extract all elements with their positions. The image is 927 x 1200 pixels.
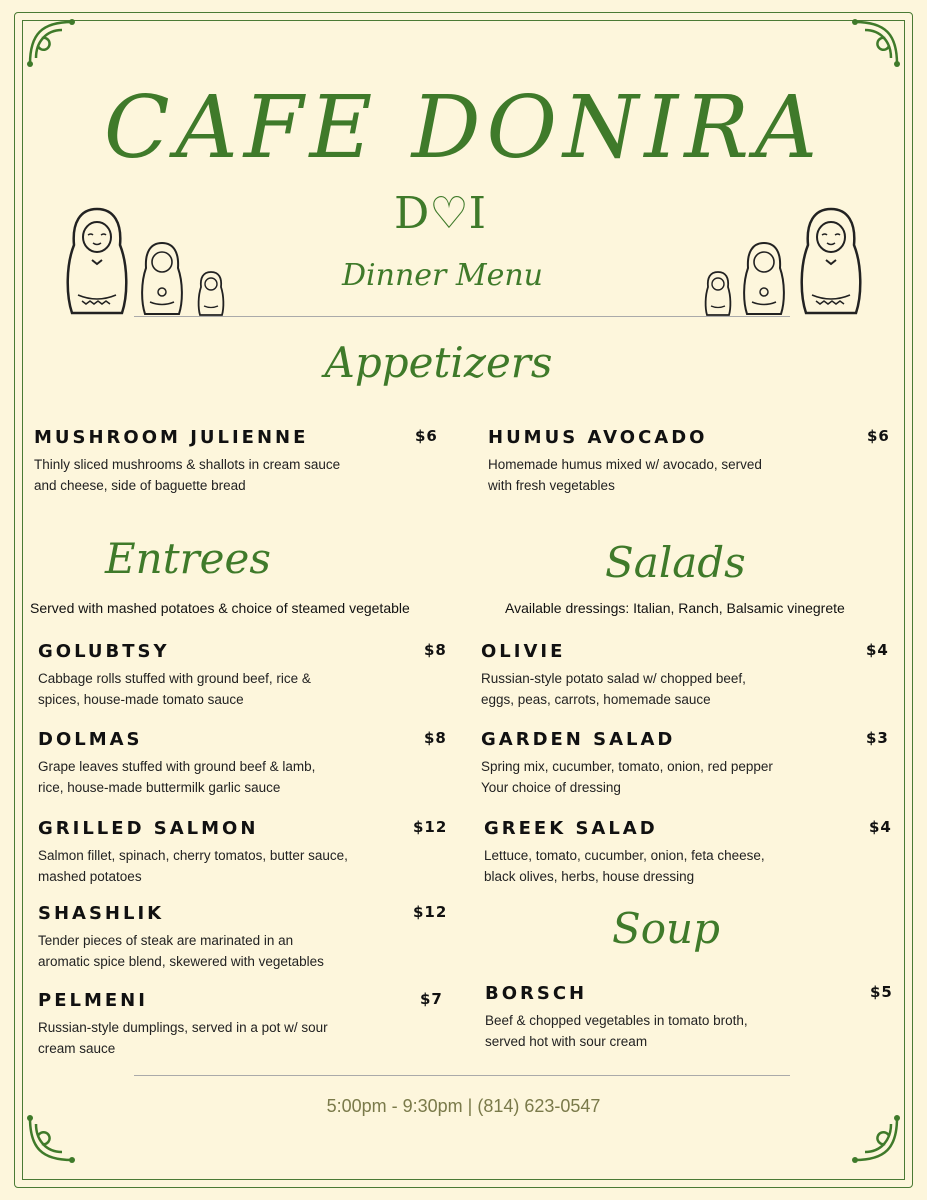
item-description: Russian-style dumplings, served in a pot w/ sour cream sauce (38, 1020, 328, 1056)
menu-subtitle: Dinner Menu (341, 258, 544, 293)
item-description: Salmon fillet, spinach, cherry tomatos, butter sauce, mashed potatoes (38, 848, 348, 884)
menu-item (34, 427, 374, 496)
corner-flourish-icon (845, 1108, 905, 1168)
hours-and-phone: 5:00pm - 9:30pm | (814) 623-0547 (326, 1096, 601, 1116)
item-name: GRILLED SALMON (38, 818, 259, 839)
nesting-doll-icon (796, 205, 866, 317)
nesting-doll-icon (138, 240, 186, 317)
item-name: GREEK SALAD (484, 818, 658, 839)
item-name: BORSCH (485, 983, 588, 1004)
item-name: PELMENI (38, 990, 148, 1011)
entrees-heading: Entrees (105, 534, 271, 583)
menu-item (484, 818, 824, 887)
item-price: $7 (420, 990, 443, 1008)
nesting-doll-icon (740, 240, 788, 317)
menu-item (488, 427, 828, 496)
logo: D♡I (393, 188, 487, 239)
nesting-doll-icon (196, 270, 226, 317)
nesting-doll-icon (62, 205, 132, 317)
item-price: $5 (870, 983, 893, 1001)
menu-item (38, 818, 398, 887)
menu-item (485, 983, 825, 1052)
item-price: $8 (424, 729, 447, 747)
appetizers-heading: Appetizers (324, 338, 553, 387)
item-name: MUSHROOM JULIENNE (34, 427, 309, 448)
item-name: DOLMAS (38, 729, 143, 750)
menu-item (481, 729, 821, 798)
item-price: $8 (424, 641, 447, 659)
item-price: $12 (413, 903, 448, 921)
menu-item (38, 990, 378, 1059)
footer-divider (134, 1075, 790, 1076)
item-description: Russian-style potato salad w/ chopped beef, eggs, peas, carrots, homemade sauce (481, 671, 746, 707)
salads-heading: Salads (605, 538, 746, 587)
item-description: Tender pieces of steak are marinated in an aromatic spice blend, skewered with vegetables (38, 933, 324, 969)
item-description: Lettuce, tomato, cucumber, onion, feta cheese, black olives, herbs, house dressing (484, 848, 765, 884)
item-price: $4 (869, 818, 892, 836)
corner-flourish-icon (22, 14, 82, 74)
item-name: SHASHLIK (38, 903, 165, 924)
entrees-note: Served with mashed potatoes & choice of steamed vegetable (30, 600, 410, 616)
salads-note: Available dressings: Italian, Ranch, Balsamic vinegrete (505, 600, 845, 616)
corner-flourish-icon (845, 14, 905, 74)
item-description: Thinly sliced mushrooms & shallots in cream sauce and cheese, side of baguette bread (34, 457, 341, 493)
item-description: Cabbage rolls stuffed with ground beef, rice & spices, house-made tomato sauce (38, 671, 311, 707)
menu-item (38, 903, 378, 972)
item-price: $3 (866, 729, 889, 747)
restaurant-title: CAFE DONIRA (103, 78, 824, 178)
item-price: $6 (415, 427, 438, 445)
nesting-doll-icon (703, 270, 733, 317)
item-price: $6 (867, 427, 890, 445)
item-name: GOLUBTSY (38, 641, 170, 662)
item-name: HUMUS AVOCADO (488, 427, 708, 448)
menu-item (38, 729, 378, 798)
item-price: $12 (413, 818, 448, 836)
item-name: OLIVIE (481, 641, 566, 662)
corner-flourish-icon (22, 1108, 82, 1168)
menu-item (38, 641, 378, 710)
item-price: $4 (866, 641, 889, 659)
item-description: Grape leaves stuffed with ground beef & lamb, rice, house-made buttermilk garlic sauce (38, 759, 316, 795)
soup-heading: Soup (612, 904, 720, 953)
menu-item (481, 641, 821, 710)
header-divider (134, 316, 790, 317)
item-description: Spring mix, cucumber, tomato, onion, red pepper Your choice of dressing (481, 759, 773, 795)
item-name: GARDEN SALAD (481, 729, 676, 750)
item-description: Homemade humus mixed w/ avocado, served with fresh vegetables (488, 457, 762, 493)
item-description: Beef & chopped vegetables in tomato broth, served hot with sour cream (485, 1013, 748, 1049)
